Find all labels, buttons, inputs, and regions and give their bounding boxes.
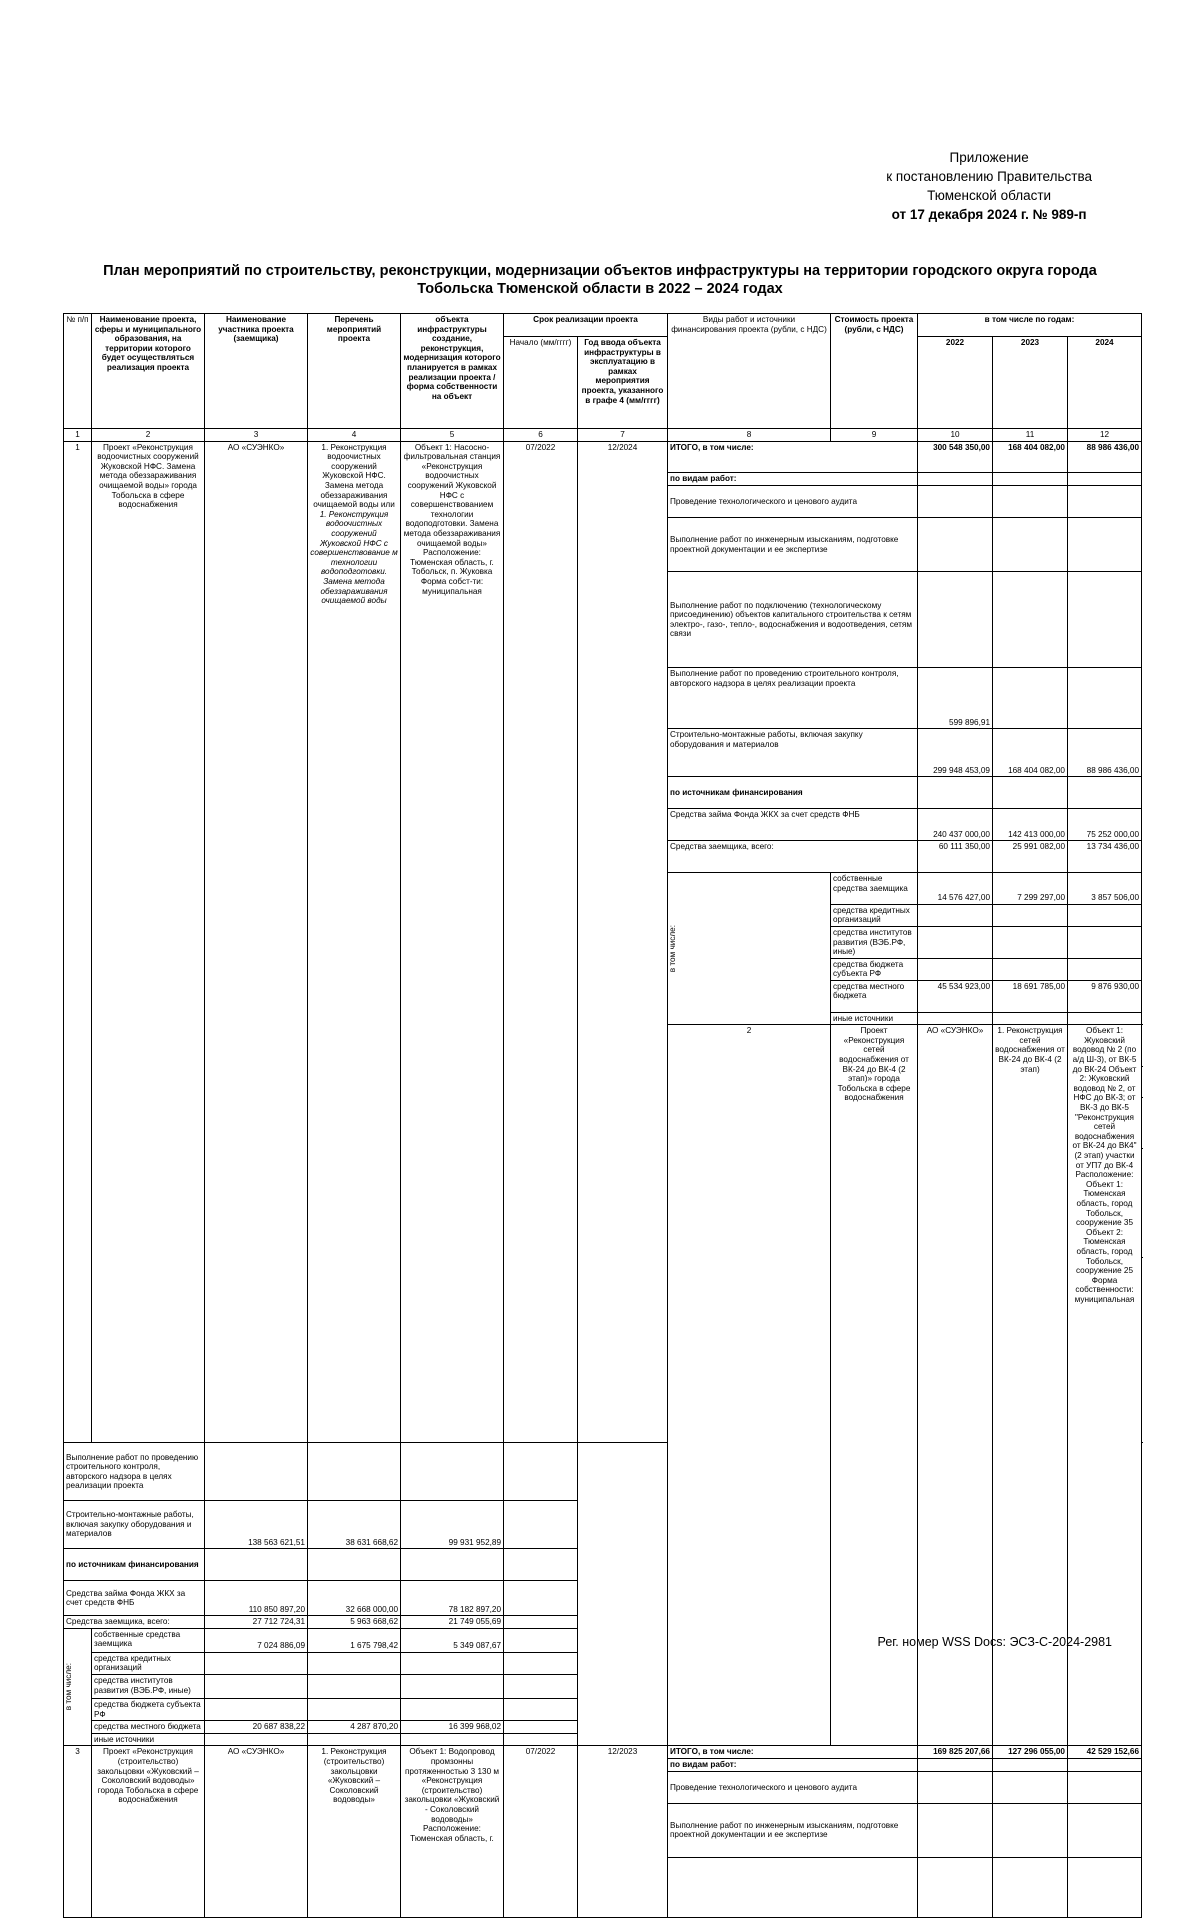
source-fund-cost: 110 850 897,20 (205, 1581, 308, 1616)
project-end: 12/2023 (578, 1746, 668, 1918)
work-construction-2023: 99 931 952,89 (401, 1501, 504, 1549)
source-borrower-2023: 13 734 436,00 (1068, 841, 1142, 873)
project-end: 12/2024 (578, 441, 668, 1443)
source-dev-label: средства институтов развития (ВЭБ.РФ, иные) (92, 1674, 205, 1698)
work-construction-cost: 299 948 453,09 (918, 729, 993, 777)
by-sources-label: по источникам финансирования (668, 777, 918, 809)
by-works-label: по видам работ: (668, 473, 918, 486)
work-audit-label: Проведение технологического и ценового аудита (668, 486, 918, 518)
header-start: Начало (мм/гггг) (504, 337, 578, 429)
source-fund-2023: 75 252 000,00 (1068, 809, 1142, 841)
title-line-2: Тобольска Тюменской области в 2022 – 2024 годах (417, 281, 783, 297)
project-name: Проект «Реконструкция сетей водоснабжения от ВК-24 до ВК-4 (2 этап)» города Тобольска в сфере водоснабжения (831, 1025, 918, 1746)
work-control-2023 (1068, 668, 1142, 729)
source-credit-label: средства кредитных организаций (831, 904, 918, 926)
work-connection-label: Выполнение работ по подключению (технологическому присоединению) объектов капитального строительства к сетям электро-, газо-, тепло-, водоснабжения и водоотведения, сетям связи (668, 572, 918, 668)
header-project-name: Наименование проекта, сферы и муниципального образования, на территории которого будет осуществляться реализация проекта (92, 314, 205, 429)
source-own-2023: 5 349 087,67 (401, 1628, 504, 1652)
col-num-2: 2 (92, 429, 205, 442)
source-local-label: средства местного бюджета (831, 980, 918, 1012)
source-borrower-2022: 25 991 082,00 (993, 841, 1068, 873)
work-audit-label: Проведение технологического и ценового аудита (668, 1771, 918, 1803)
project-start: 07/2022 (504, 1746, 578, 1918)
work-control-label: Выполнение работ по проведению строительного контроля, авторского надзора в целях реализации проекта (668, 668, 918, 729)
total-2022: 127 296 055,00 (993, 1746, 1068, 1759)
col-num-11: 11 (993, 429, 1068, 442)
source-other-label: иные источники (92, 1733, 205, 1746)
by-works-label: по видам работ: (668, 1758, 918, 1771)
plan-table (63, 313, 1142, 1918)
header-object: объекта инфраструктуры создание, реконструкция, модернизация которого планируется в рамках реализации проекта / форма собственности на объект (401, 314, 504, 429)
source-own-2023: 3 857 506,00 (1068, 872, 1142, 904)
total-2023: 42 529 152,66 (1068, 1746, 1142, 1759)
header-year-2022: 2022 (918, 337, 993, 429)
registration-footer: Рег. номер WSS Docs: ЭСЗ-С-2024-2981 (877, 1635, 1112, 1649)
including-vertical-label: в том числе: (64, 1628, 92, 1746)
source-own-2024 (504, 1628, 578, 1652)
total-label: ИТОГО, в том числе: (668, 441, 918, 473)
source-own-label: собственные средства заемщика (831, 872, 918, 904)
source-local-2023: 9 876 930,00 (1068, 980, 1142, 1012)
appendix-line-3: Тюменской области (927, 188, 1052, 203)
header-works: Виды работ и источники финансирования проекта (рубли, с НДС) (668, 314, 831, 429)
work-construction-label: Строительно-монтажные работы, включая закупку оборудования и материалов (64, 1501, 205, 1549)
table-row (64, 1746, 1142, 1759)
source-own-cost: 14 576 427,00 (918, 872, 993, 904)
source-borrower-label: Средства заемщика, всего: (668, 841, 918, 873)
col-num-8: 8 (668, 429, 831, 442)
header-year-2023: 2023 (993, 337, 1068, 429)
total-2023: 88 986 436,00 (1068, 441, 1142, 473)
work-construction-2022: 38 631 668,62 (308, 1501, 401, 1549)
work-construction-2023: 88 986 436,00 (1068, 729, 1142, 777)
project-object: Объект 1: Жуковский водовод № 2 (по а/д Ш-3), от ВК-5 до ВК-24 Объект 2: Жуковский водовод № 2, от НФС до ВК-3; от ВК-3 до ВК-5 "Реконструкция сетей водоснабжения от ВК-24 до ВК4" (2 этап) участки от УП7 до ВК-4 Расположение: Объект 1: Тюменская область, город Тобольск, сооружение 35 Объект 2: Тюменская область, город Тобольск, сооружение 25 Форма собственности: муниципальная (1068, 1025, 1142, 1746)
header-year-2024: 2024 (1068, 337, 1142, 429)
source-borrower-2024 (504, 1616, 578, 1629)
source-region-label: средства бюджета субъекта РФ (831, 958, 918, 980)
source-own-label: собственные средства заемщика (92, 1628, 205, 1652)
source-region-label: средства бюджета субъекта РФ (92, 1698, 205, 1720)
col-num-4: 4 (308, 429, 401, 442)
source-fund-2022: 142 413 000,00 (993, 809, 1068, 841)
col-num-9: 9 (831, 429, 918, 442)
source-dev-label: средства институтов развития (ВЭБ.РФ, иные) (831, 926, 918, 958)
project-measures: 1. Реконструкция сетей водоснабжения от ВК-24 до ВК-4 (2 этап) (993, 1025, 1068, 1746)
work-control-cost: 599 896,91 (918, 668, 993, 729)
measures-italic-text: 1. Реконструкция водоочистных сооружений Жуковской НФС с совершенствование м технологии водоподготовки. Замена метода обеззараживания очищаемой воды (310, 509, 398, 606)
appendix-line-2: к постановлению Правительства (886, 169, 1092, 184)
total-cost: 169 825 207,66 (918, 1746, 993, 1759)
work-control-label: Выполнение работ по проведению строительного контроля, авторского надзора в целях реализации проекта (64, 1443, 205, 1501)
source-fund-2024 (504, 1581, 578, 1616)
col-num-12: 12 (1068, 429, 1142, 442)
source-local-cost: 20 687 838,22 (205, 1721, 308, 1734)
appendix-line-1: Приложение (949, 150, 1029, 165)
col-num-6: 6 (504, 429, 578, 442)
source-fund-2023: 78 182 897,20 (401, 1581, 504, 1616)
source-local-2022: 18 691 785,00 (993, 980, 1068, 1012)
header-years-group: в том числе по годам: (918, 314, 1142, 337)
project-num: 3 (64, 1746, 92, 1918)
source-local-2022: 4 287 870,20 (308, 1721, 401, 1734)
source-borrower-2023: 21 749 055,69 (401, 1616, 504, 1629)
source-borrower-cost: 27 712 724,31 (205, 1616, 308, 1629)
header-end: Год ввода объекта инфраструктуры в эксплуатацию в рамках мероприятия проекта, указанного в графе 4 (мм/гггг) (578, 337, 668, 429)
project-start: 07/2022 (504, 441, 578, 1443)
project-name: Проект «Реконструкция водоочистных сооружений Жуковской НФС. Замена метода обеззараживания очищаемой воды» города Тобольска в сфере водоснабжения (92, 441, 205, 1443)
project-object: Объект 1: Водопровод промзонны протяженностью 3 130 м «Реконструкция (строительство) закольцовки «Жуковский - Соколовский водоводы» Расположение: Тюменская область, г. (401, 1746, 504, 1918)
total-label: ИТОГО, в том числе: (668, 1746, 918, 1759)
col-num-10: 10 (918, 429, 993, 442)
including-vertical-label: в том числе: (668, 872, 831, 1024)
source-other-label: иные источники (831, 1012, 918, 1025)
appendix-block (886, 148, 1092, 224)
table-row (64, 441, 1142, 473)
source-own-2022: 7 299 297,00 (993, 872, 1068, 904)
work-construction-cost: 138 563 621,51 (205, 1501, 308, 1549)
source-borrower-label: Средства заемщика, всего: (64, 1616, 205, 1629)
header-num: № п/п (64, 314, 92, 429)
source-borrower-cost: 60 111 350,00 (918, 841, 993, 873)
col-num-5: 5 (401, 429, 504, 442)
source-fund-label: Средства займа Фонда ЖКХ за счет средств ФНБ (668, 809, 918, 841)
project-object: Объект 1: Насосно-фильтровальная станция «Реконструкция водоочистных сооружений Жуковской НФС с совершенствованием технологии водоподготовки. Замена метода обеззараживания очищаемой воды» Расположение: Тюменская область, г. Тобольск, п. Жуковка Форма собст-ти: муниципальная (401, 441, 504, 1443)
project-num: 2 (668, 1025, 831, 1746)
col-num-1: 1 (64, 429, 92, 442)
work-control-2022 (993, 668, 1068, 729)
project-measures (308, 441, 401, 1443)
work-survey-label: Выполнение работ по инженерным изысканиям, подготовке проектной документации и ее экспертизе (668, 1803, 918, 1857)
col-num-7: 7 (578, 429, 668, 442)
project-name: Проект «Реконструкция (строительство) закольцовки «Жуковский – Соколовский водоводы» города Тобольска в сфере водоснабжения (92, 1746, 205, 1918)
project-num: 1 (64, 441, 92, 1443)
total-cost: 300 548 350,00 (918, 441, 993, 473)
source-local-2024 (504, 1721, 578, 1734)
work-construction-2024 (504, 1501, 578, 1549)
source-local-2023: 16 399 968,02 (401, 1721, 504, 1734)
work-construction-2022: 168 404 082,00 (993, 729, 1068, 777)
appendix-line-4: от 17 декабря 2024 г. № 989-п (891, 207, 1087, 222)
header-measures: Перечень мероприятий проекта (308, 314, 401, 429)
title-line-1: План мероприятий по строительству, реконструкции, модернизации объектов инфраструктуры на территории городского округа города (103, 263, 1097, 279)
project-measures: 1. Реконструкция (строительство) закольцовки «Жуковский – Соколовский водоводы» (308, 1746, 401, 1918)
source-borrower-2022: 5 963 668,62 (308, 1616, 401, 1629)
source-own-cost: 7 024 886,09 (205, 1628, 308, 1652)
document-title (60, 262, 1140, 298)
source-own-2022: 1 675 798,42 (308, 1628, 401, 1652)
work-construction-label: Строительно-монтажные работы, включая закупку оборудования и материалов (668, 729, 918, 777)
source-fund-cost: 240 437 000,00 (918, 809, 993, 841)
by-sources-label: по источникам финансирования (64, 1549, 205, 1581)
project-participant: АО «СУЭНКО» (205, 441, 308, 1443)
work-survey-label: Выполнение работ по инженерным изысканиям, подготовке проектной документации и ее экспертизе (668, 518, 918, 572)
project-participant: АО «СУЭНКО» (205, 1746, 308, 1918)
col-num-3: 3 (205, 429, 308, 442)
measures-text: 1. Реконструкция водоочистных сооружений Жуковской НФС. Замена метода обеззараживания очищаемой воды или (313, 442, 395, 510)
source-fund-label: Средства займа Фонда ЖКХ за счет средств ФНБ (64, 1581, 205, 1616)
project-participant: АО «СУЭНКО» (918, 1025, 993, 1746)
total-2022: 168 404 082,00 (993, 441, 1068, 473)
source-credit-label: средства кредитных организаций (92, 1652, 205, 1674)
header-participant: Наименование участника проекта (заемщика) (205, 314, 308, 429)
source-local-label: средства местного бюджета (92, 1721, 205, 1734)
source-fund-2022: 32 668 000,00 (308, 1581, 401, 1616)
source-local-cost: 45 534 923,00 (918, 980, 993, 1012)
header-term-group: Срок реализации проекта (504, 314, 668, 337)
header-cost: Стоимость проекта (рубли, с НДС) (831, 314, 918, 429)
